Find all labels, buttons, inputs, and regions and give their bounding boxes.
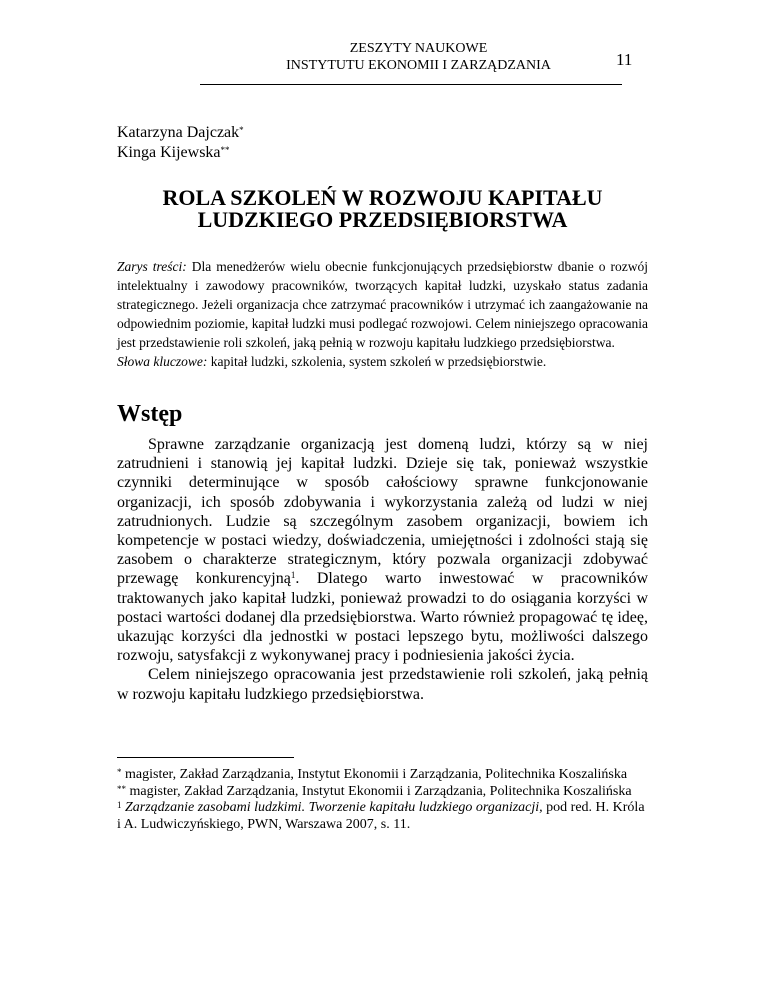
abstract-text [117, 257, 648, 352]
section-heading: Wstęp [117, 401, 183, 427]
footnote-text: pod red. H. Króla i A. Ludwiczyńskiego, PWN, Warszawa 2007, s. 11. [117, 800, 645, 832]
abstract-label: Zarys treści: [117, 259, 187, 274]
journal-name-line2: INSTYTUTU EKONOMII I ZARZĄDZANIA [286, 58, 551, 73]
author [117, 123, 244, 143]
paper-title-line2: LUDZKIEGO PRZEDSIĘBIORSTWA [197, 207, 568, 232]
paper-title-line1: ROLA SZKOLEŃ W ROZWOJU KAPITAŁU [162, 185, 603, 210]
running-head [215, 40, 622, 74]
footnote-mark: * [117, 767, 122, 777]
footnote-rule [117, 757, 294, 758]
author-name: Kinga Kijewska [117, 144, 221, 161]
abstract [117, 257, 648, 371]
journal-name-line1: ZESZYTY NAUKOWE [349, 41, 488, 56]
footnotes [117, 767, 648, 833]
footnote-text: magister, Zakład Zarządzania, Instytut Ekonomii i Zarządzania, Politechnika Koszalińska [129, 783, 632, 799]
paper-title [117, 187, 648, 231]
footnote-book-title: Zarządzanie zasobami ludzkimi. Tworzenie kapitału ludzkiego organizacji, [125, 800, 543, 815]
footnote-reference: 1 [290, 570, 296, 581]
author [117, 143, 244, 163]
body-paragraph [117, 435, 648, 665]
footnote [117, 800, 648, 833]
footnote-mark: ** [117, 783, 126, 794]
body-text-segment: Sprawne zarządzanie organizacją jest domeną ludzi, którzy są w niej zatrudnieni i stanowią jej kapitał ludzki. Dzieje się tak, ponieważ wszystkie czynniki determinujące w sposób całościowy sprawne funkcjonowanie organizacji, ich sposób zdobywania i wykorzystania zależą od ludzi w niej zatrudnionych. Ludzie są szczególnym zasobem organizacji, bowiem ich kompetencje w postaci wiedzy, doświadczenia, umiejętności i zdolności stają się zasobem o charakterze strategicznym, który pozwala organizacji zdobywać przewagę konkurencyjną [117, 436, 648, 588]
footnote-text: magister, Zakład Zarządzania, Instytut Ekonomii i Zarządzania, Politechnika Koszalińska [125, 767, 628, 782]
keywords [117, 352, 648, 371]
footnote [117, 767, 648, 784]
body-text-segment: . Dlatego warto inwestować w pracowników traktowanych jako kapitał ludzki, ponieważ prowadzi to do osiągania korzyści w postaci wartości dodanej dla przedsiębiorstwa. Warto również propagować tę ideę, ukazując korzyści dla jednostki w postaci lepszego bytu, możliwości dalszego rozwoju, satysfakcji z wykonywanej pracy i podniesienia jakości życia. [117, 570, 649, 665]
body-paragraph: Celem niniejszego opracowania jest przedstawienie roli szkoleń, jaką pełnią w rozwoju kapitału ludzkiego przedsiębiorstwa. [117, 666, 648, 703]
footnote-mark: 1 [117, 800, 122, 810]
author-footnote-mark: * [239, 125, 244, 135]
keywords-list: kapitał ludzki, szkolenia, system szkoleń w przedsiębiorstwie. [210, 354, 547, 369]
abstract-body: Dla menedżerów wielu obecnie funkcjonujących przedsiębiorstw dbanie o rozwój intelektualny i zawodowy pracowników, tworzących kapitał ludzki, uzyskało status zadania strategicznego. Jeżeli organizacja chce zatrzymać pracowników i utrzymać ich zaangażowanie na odpowiednim poziomie, kapitał ludzki musi podlegać rozwojowi. Celem niniejszego opracowania jest przedstawienie roli szkoleń, jaką pełnią w rozwoju kapitału ludzkiego przedsiębiorstwa. [117, 259, 648, 350]
section-body [117, 435, 648, 704]
footnote [117, 784, 648, 801]
author-list [117, 123, 244, 163]
keywords-label: Słowa kluczowe: [117, 354, 208, 369]
author-footnote-mark: ** [220, 145, 230, 155]
page-number: 11 [616, 50, 633, 69]
header-rule [200, 84, 622, 85]
author-name: Katarzyna Dajczak [117, 124, 240, 141]
